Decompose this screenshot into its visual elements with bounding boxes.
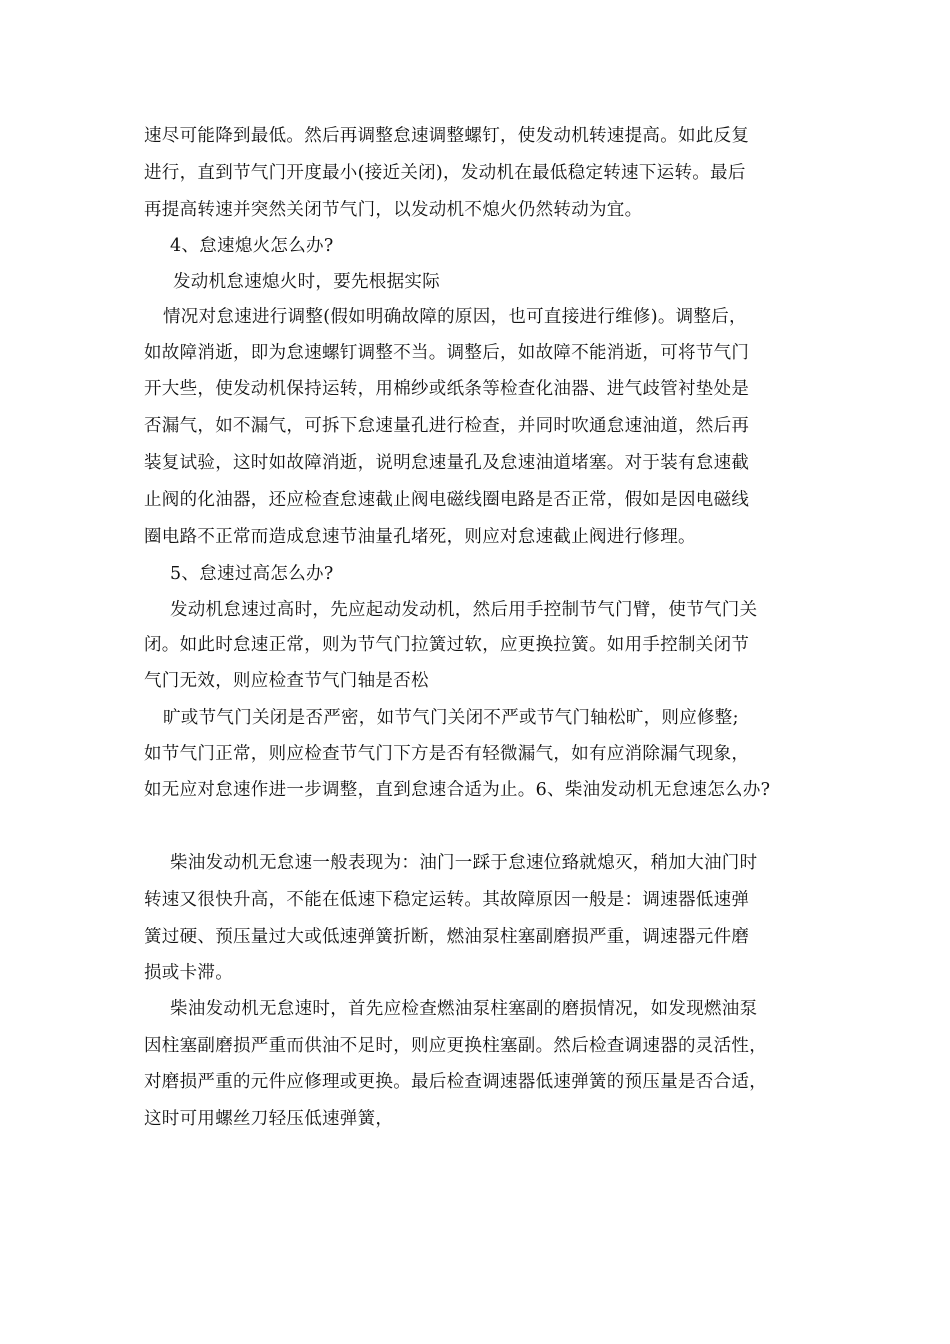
paragraph-line: 损或卡滞。 xyxy=(144,963,233,983)
paragraph-line: 柴油发动机无怠速时，首先应检查燃油泵柱塞副的磨损情况，如发现燃油泵 xyxy=(170,999,758,1019)
paragraph-line: 如无应对怠速作进一步调整，直到怠速合适为止。6、柴油发动机无怠速怎么办? xyxy=(144,780,771,800)
paragraph-line: 开大些，使发动机保持运转，用棉纱或纸条等检查化油器、进气歧管衬垫处是 xyxy=(144,379,750,399)
paragraph-line: 柴油发动机无怠速一般表现为：油门一踩于怠速位臵就熄灭，稍加大油门时 xyxy=(170,853,758,873)
section-heading: 5、怠速过高怎么办? xyxy=(170,564,334,584)
paragraph-line: 速尽可能降到最低。然后再调整怠速调整螺钉，使发动机转速提高。如此反复 xyxy=(144,126,750,146)
paragraph-line: 簧过硬、预压量过大或低速弹簧折断，燃油泵柱塞副磨损严重，调速器元件磨 xyxy=(144,927,750,947)
paragraph-line: 气门无效，则应检查节气门轴是否松 xyxy=(144,671,429,691)
paragraph-line: 发动机怠速过高时，先应起动发动机，然后用手控制节气门臂，使节气门关 xyxy=(170,600,758,620)
paragraph-line: 闭。如此时怠速正常，则为节气门拉簧过软，应更换拉簧。如用手控制关闭节 xyxy=(144,635,750,655)
paragraph-line: 转速又很快升高，不能在低速下稳定运转。其故障原因一般是：调速器低速弹 xyxy=(144,890,750,910)
paragraph-line: 圈电路不正常而造成怠速节油量孔堵死，则应对怠速截止阀进行修理。 xyxy=(144,527,696,547)
paragraph-line: 因柱塞副磨损严重而供油不足时，则应更换柱塞副。然后检查调速器的灵活性， xyxy=(144,1036,767,1056)
paragraph-line: 如节气门正常，则应检查节气门下方是否有轻微漏气，如有应消除漏气现象， xyxy=(144,744,750,764)
paragraph-line: 否漏气，如不漏气，可拆下怠速量孔进行检查，并同时吹通怠速油道，然后再 xyxy=(144,416,750,436)
paragraph-line: 进行，直到节气门开度最小(接近关闭)，发动机在最低稳定转速下运转。最后 xyxy=(144,163,746,183)
paragraph-line: 如故障消逝，即为怠速螺钉调整不当。调整后，如故障不能消逝，可将节气门 xyxy=(144,343,750,363)
paragraph-line: 发动机怠速熄火时，要先根据实际 xyxy=(173,272,440,292)
section-heading: 4、怠速熄火怎么办? xyxy=(170,236,334,256)
paragraph-line: 这时可用螺丝刀轻压低速弹簧， xyxy=(144,1109,394,1129)
paragraph-line: 再提高转速并突然关闭节气门，以发动机不熄火仍然转动为宜。 xyxy=(144,200,643,220)
paragraph-line: 情况对怠速进行调整(假如明确故障的原因，也可直接进行维修)。调整后， xyxy=(163,307,747,327)
paragraph-line: 装复试验，这时如故障消逝，说明怠速量孔及怠速油道堵塞。对于装有怠速截 xyxy=(144,453,750,473)
paragraph-line: 旷或节气门关闭是否严密，如节气门关闭不严或节气门轴松旷，则应修整; xyxy=(163,708,739,728)
paragraph-line: 对磨损严重的元件应修理或更换。最后检查调速器低速弹簧的预压量是否合适， xyxy=(144,1072,767,1092)
paragraph-line: 止阀的化油器，还应检查怠速截止阀电磁线圈电路是否正常，假如是因电磁线 xyxy=(144,490,750,510)
